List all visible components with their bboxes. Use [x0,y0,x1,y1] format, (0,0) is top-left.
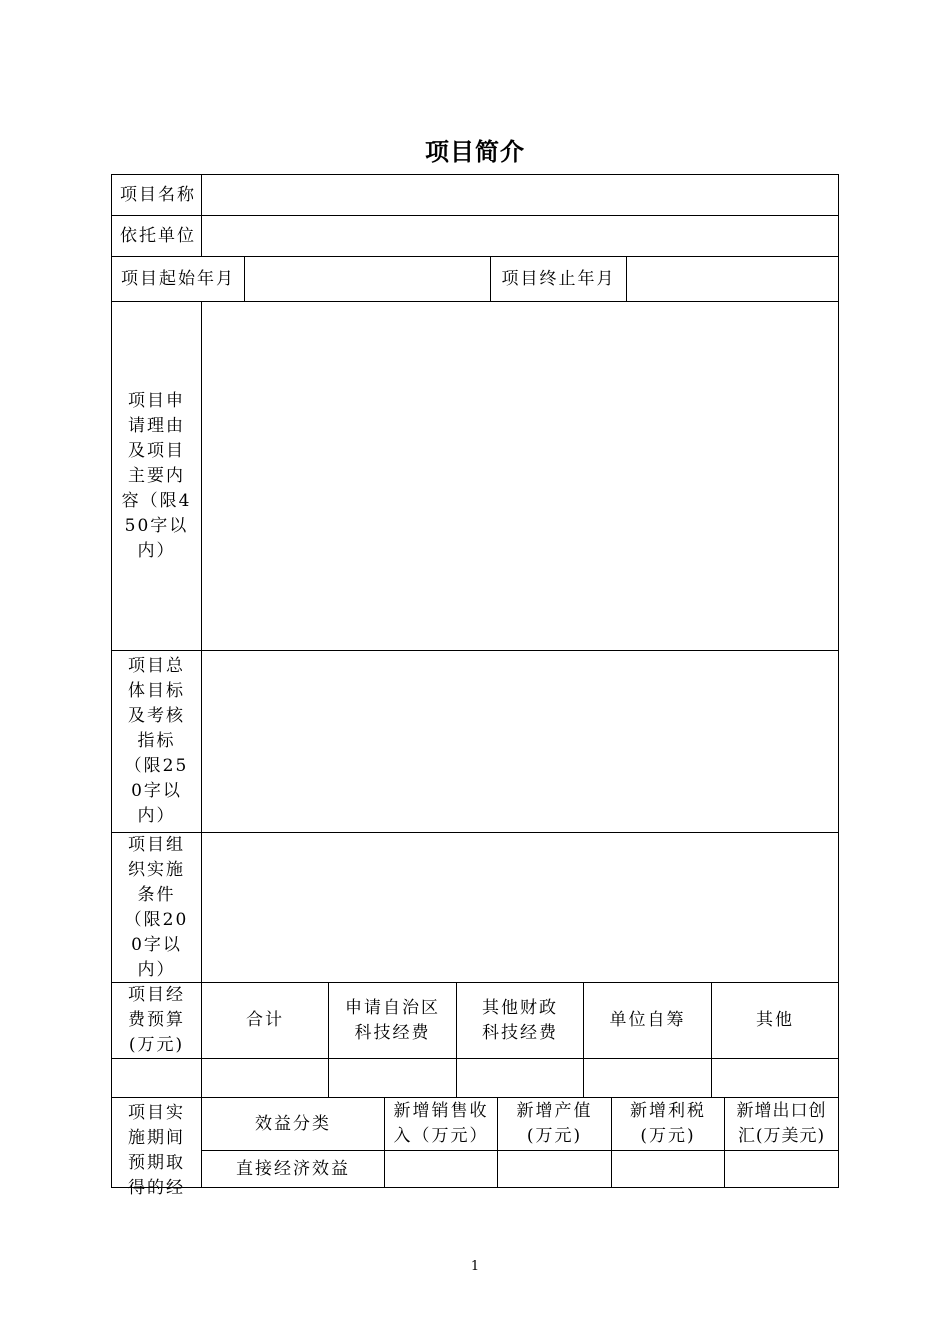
host-unit-label: 依托单位 [120,225,196,246]
end-date-field[interactable] [627,257,838,301]
goals-label: 项目总体目标及考核指标（限250字以内） [124,656,189,826]
budget-value-other[interactable] [712,1059,838,1097]
benefits-value-output[interactable] [498,1151,611,1187]
conditions-field[interactable] [202,833,838,982]
page-title: 项目简介 [425,138,525,166]
budget-value-other-fiscal-fund[interactable] [457,1059,583,1097]
goals-field[interactable] [202,651,838,832]
benefits-col-sales: 新增销售收入（万元） [393,1101,489,1146]
budget-value-self-raised[interactable] [584,1059,711,1097]
budget-value-regional-fund[interactable] [329,1059,456,1097]
benefits-col-export: 新增出口创汇(万美元) [736,1101,827,1146]
start-date-field[interactable] [245,257,490,301]
budget-value-total[interactable] [202,1059,328,1097]
budget-label: 项目经费预算(万元) [128,985,185,1055]
end-date-label: 项目终止年月 [501,268,616,289]
benefits-value-profit-tax[interactable] [612,1151,724,1187]
budget-col-other: 其他 [756,1010,794,1030]
budget-col-self-raised: 单位自筹 [609,1010,686,1030]
benefits-col-profit-tax: 新增利税(万元) [630,1101,706,1146]
project-name-label: 项目名称 [120,184,196,205]
start-date-label: 项目起始年月 [121,268,235,289]
host-unit-field[interactable] [202,216,838,256]
benefits-value-export[interactable] [725,1151,838,1187]
budget-col-regional-fund: 申请自治区科技经费 [345,997,440,1043]
project-name-field[interactable] [202,175,838,215]
reason-label: 项目申请理由及项目主要内容（限450字以内） [121,390,192,561]
benefits-category-header: 效益分类 [255,1113,331,1134]
budget-col-total: 合计 [246,1010,284,1030]
benefits-row-direct-label: 直接经济效益 [236,1158,350,1179]
budget-value-blank [112,1059,201,1097]
benefits-value-sales[interactable] [385,1151,497,1187]
benefits-label: 项目实施期间预期取得的经 [128,1103,185,1198]
page-number: 1 [470,1259,480,1274]
benefits-col-output: 新增产值(万元) [516,1101,593,1146]
conditions-label: 项目组织实施条件（限200字以内） [124,834,189,980]
reason-field[interactable] [202,302,838,650]
budget-col-other-fiscal-fund: 其他财政科技经费 [482,997,558,1043]
